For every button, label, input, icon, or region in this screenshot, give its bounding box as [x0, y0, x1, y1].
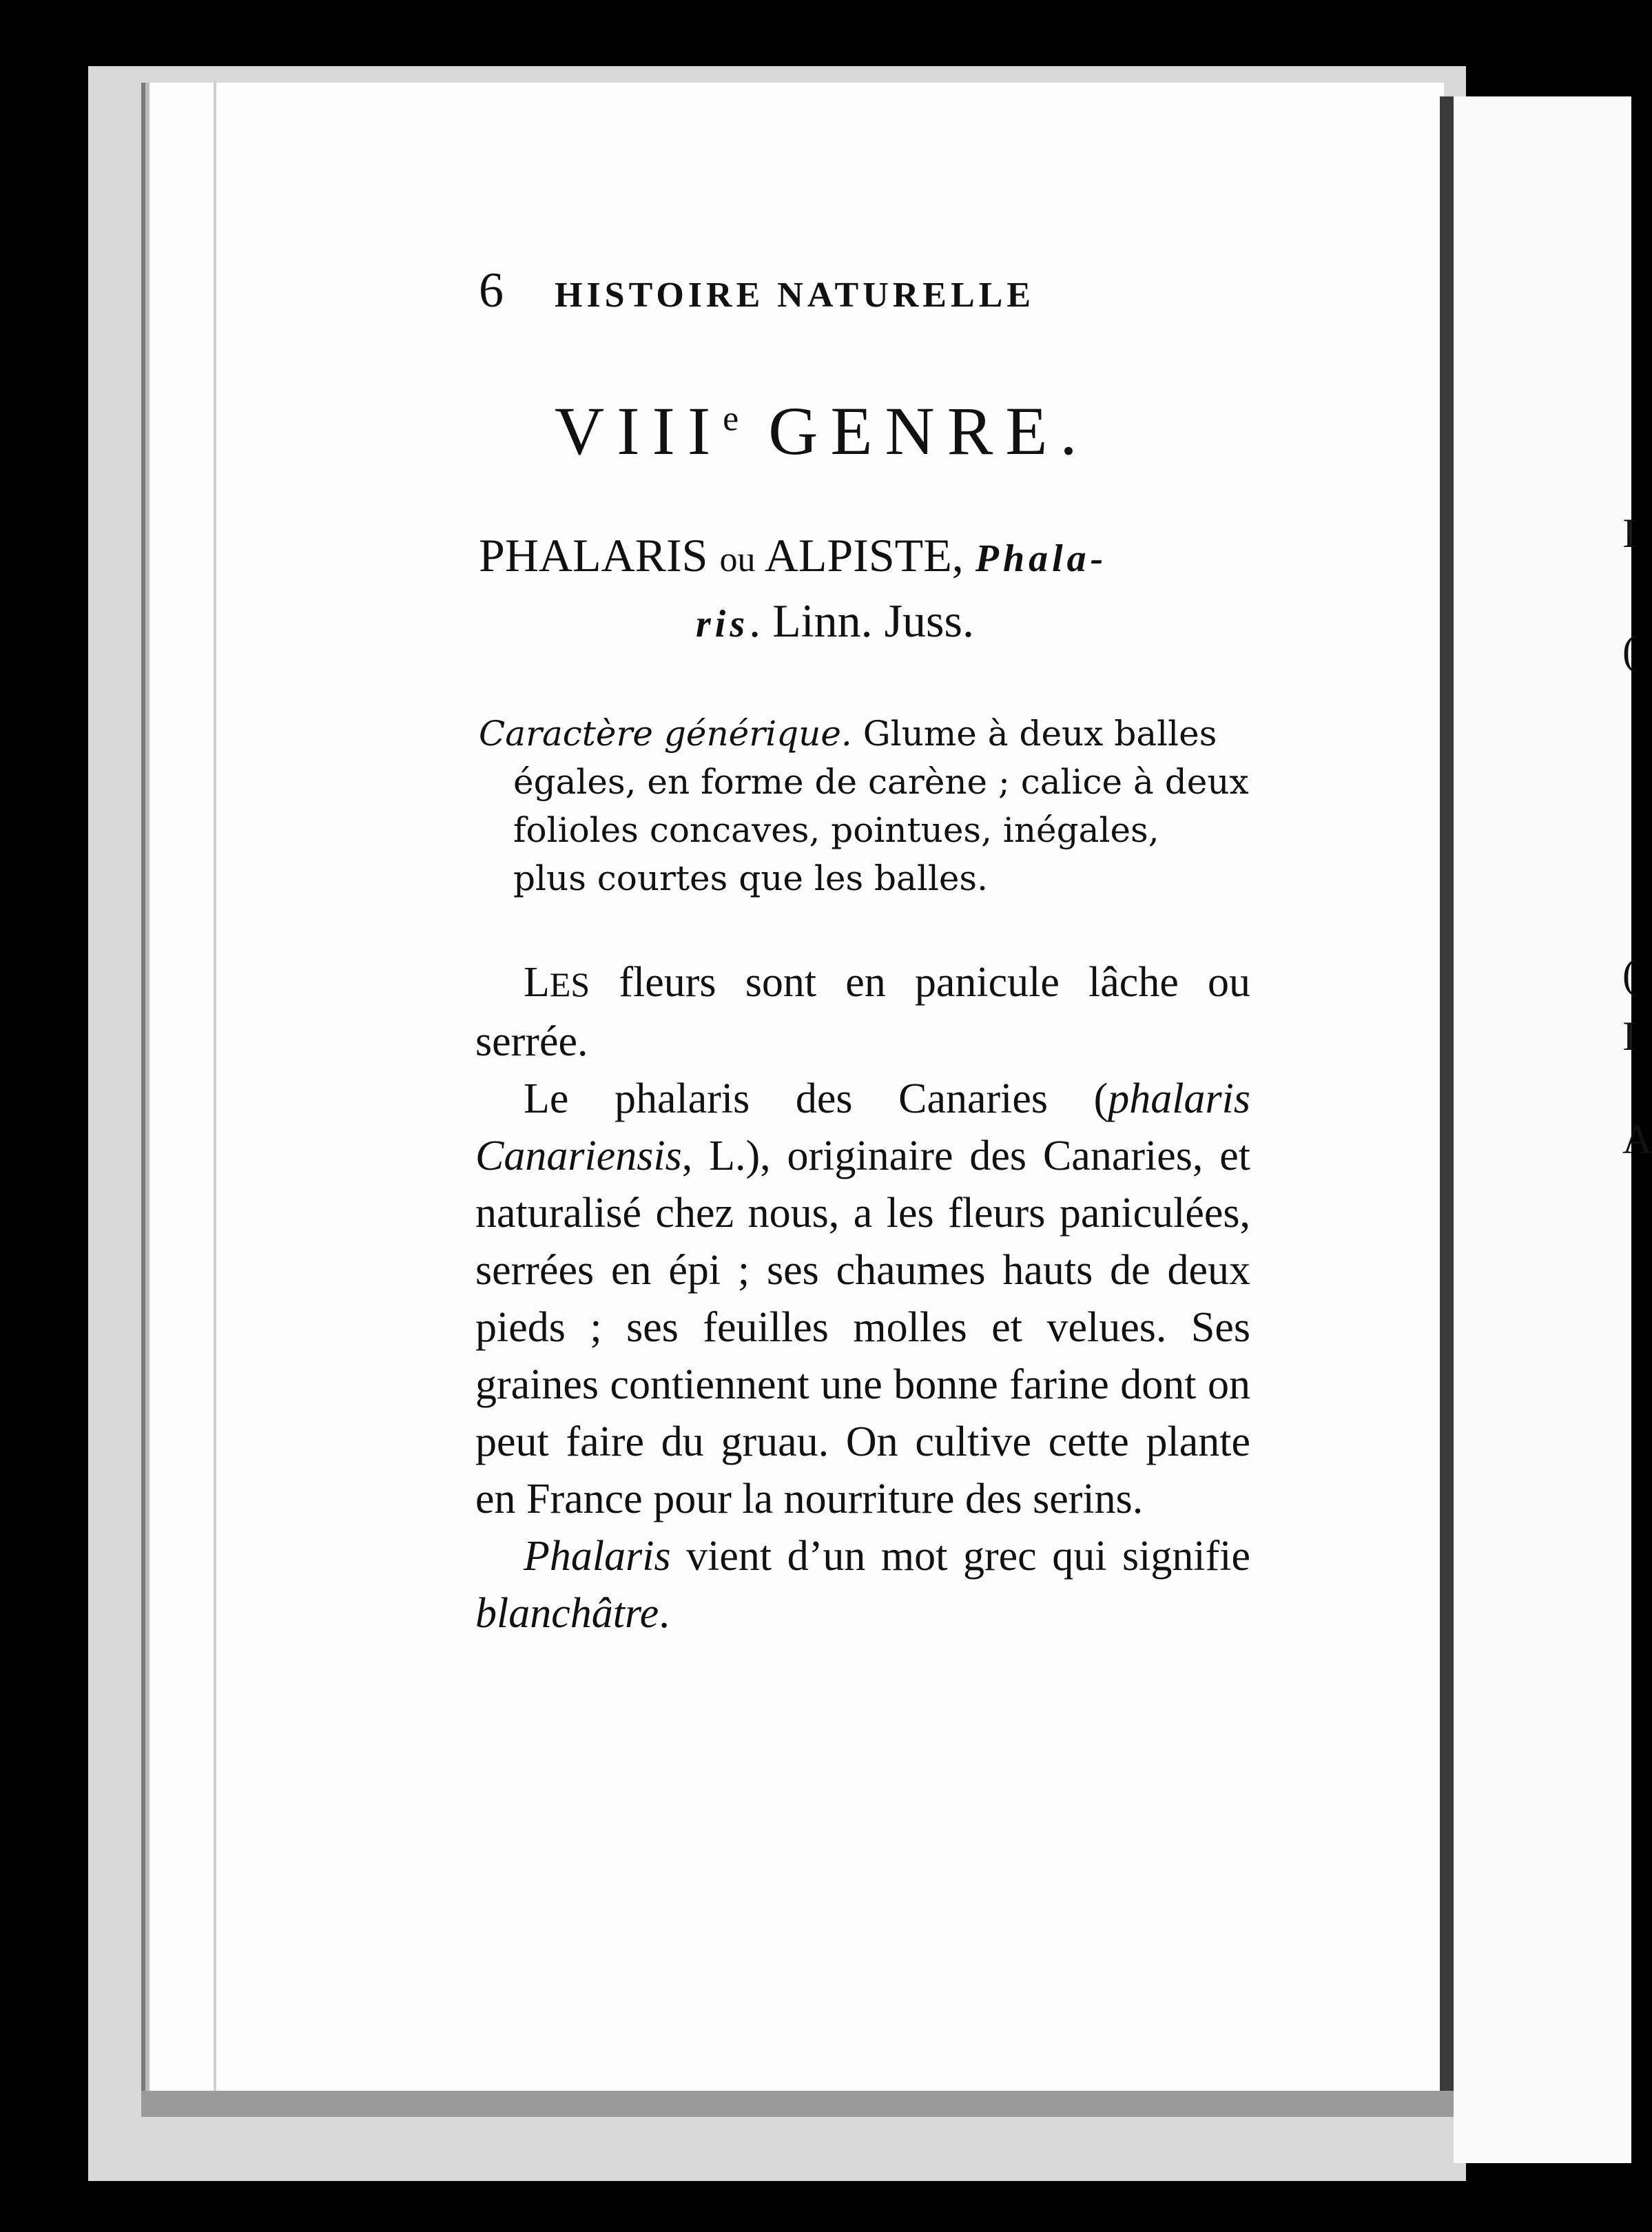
generic-character-label: Caractère générique.	[479, 714, 852, 754]
running-head	[479, 262, 1035, 319]
page-bottom-edge	[141, 2091, 1454, 2117]
facing-mark: (	[1622, 628, 1636, 673]
paragraph: Phalaris vient d’un mot grec qui signifie blanchâtre.	[475, 1533, 1250, 1637]
genus-heading: PHALARIS ou ALPISTE, Phala- ris. Linn. Juss.	[479, 529, 1108, 647]
body-text	[475, 954, 1250, 1642]
page-fold-line	[214, 81, 216, 2114]
facing-mark: (	[1622, 951, 1636, 997]
paragraph: LES fleurs sont en panicule lâche ou serrée.	[475, 959, 1250, 1065]
facing-page	[1454, 96, 1631, 2163]
generic-character: Caractère générique. Glume à deux balles égales, en forme de carène ; calice à deux folioles concaves, pointues, inégales, plus courtes que les balles.	[479, 714, 1249, 898]
facing-mark: I	[1622, 1013, 1636, 1059]
facing-mark: I	[1622, 510, 1636, 556]
page-right-edge	[1440, 96, 1454, 2108]
running-head-title: HISTOIRE NATURELLE	[555, 276, 1035, 315]
paragraph: Le phalaris des Canaries (phalaris Canariensis, L.), originaire des Canaries, et naturalisé chez nous, a les fleurs paniculées, serrées en épi ; ses chaumes hauts de deux pieds ; ses feuilles molles et velues. Ses graines contiennent une bonne farine dont on peut faire du gruau. On cultive cette plante en France pour la nourriture des serins.	[475, 1075, 1250, 1522]
facing-mark: A	[1622, 1117, 1652, 1162]
page-number: 6	[479, 262, 506, 318]
genre-title: VIIIe GENRE.	[555, 393, 1090, 469]
